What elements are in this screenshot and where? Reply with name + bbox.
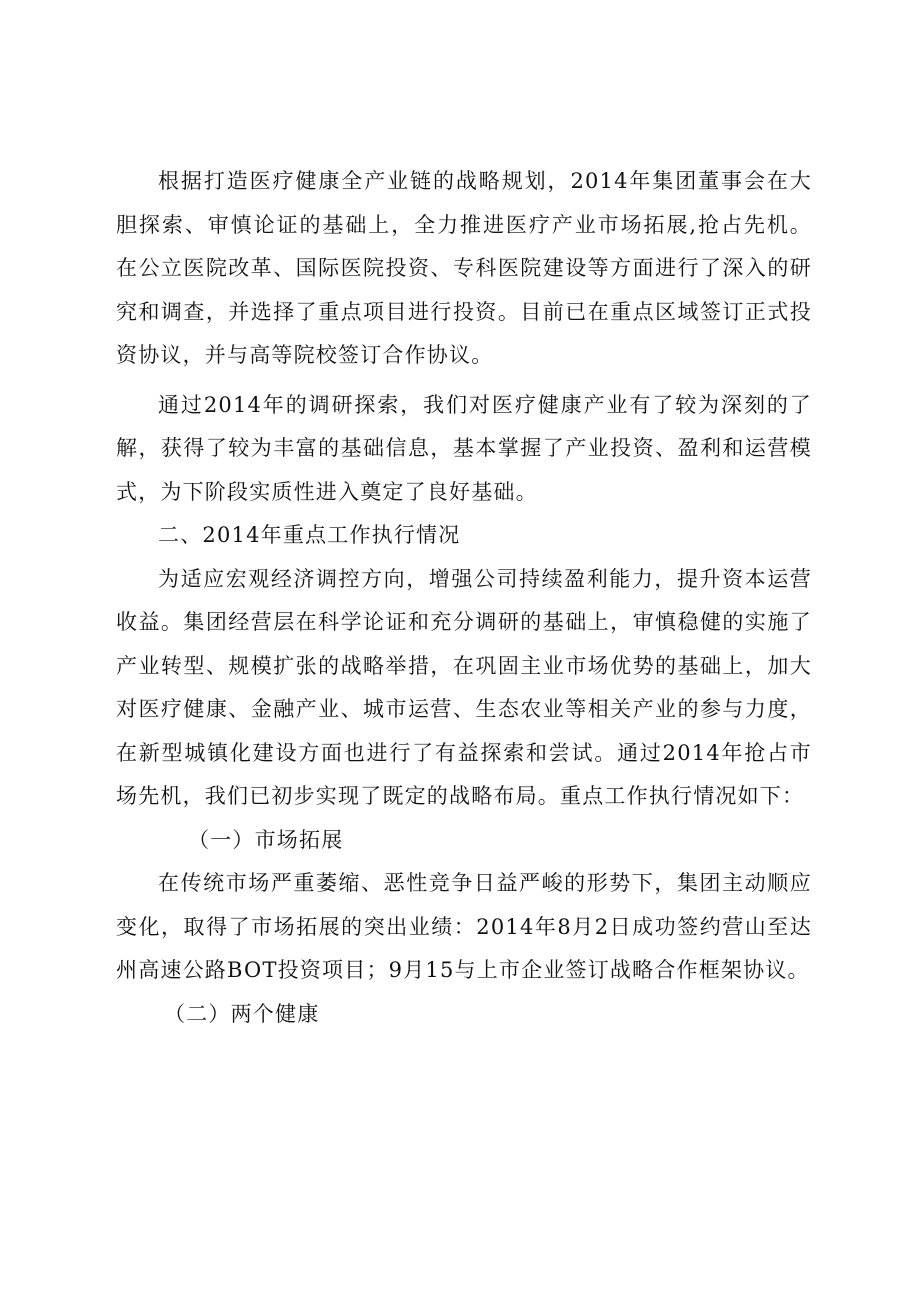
paragraph-strategy: 根据打造医疗健康全产业链的战略规划，2014年集团董事会在大胆探索、审慎论证的基础上，全力推进医疗产业市场拓展,抢占先机。在公立医院改革、国际医院投资、专科医院建设等方面进行了深入的研究和调查，并选择了重点项目进行投资。目前已在重点区域签订正式投资协议，并与高等院校签订合作协议。 xyxy=(116,169,812,367)
section-heading: 二、2014年重点工作执行情况 xyxy=(158,523,461,547)
paragraph-market: 在传统市场严重萎缩、恶性竞争日益严峻的形势下，集团主动顺应变化，取得了市场拓展的突出业绩：2014年8月2日成功签约营山至达州高速公路BOT投资项目；9月15与上市企业签订战略合作框架协议。 xyxy=(116,871,812,982)
paragraph-research: 通过2014年的调研探索，我们对医疗健康产业有了较为深刻的了解，获得了较为丰富的基础信息，基本掌握了产业投资、盈利和运营模式，为下阶段实质性进入奠定了良好基础。 xyxy=(116,392,812,504)
subsection-heading-market: （一）市场拓展 xyxy=(188,827,344,852)
document-page xyxy=(116,160,812,1036)
subsection-heading-health: （二）两个健康 xyxy=(164,1001,320,1026)
paragraph-overview: 为适应宏观经济调控方向，增强公司持续盈利能力，提升资本运营收益。集团经营层在科学论证和充分调研的基础上，审慎稳健的实施了产业转型、规模扩张的战略举措，在巩固主业市场优势的基础上，加大对医疗健康、金融产业、城市运营、生态农业等相关产业的参与力度，在新型城镇化建设方面也进行了有益探索和尝试。通过2014年抢占市场先机，我们已初步实现了既定的战略布局。重点工作执行情况如下： xyxy=(116,566,812,808)
